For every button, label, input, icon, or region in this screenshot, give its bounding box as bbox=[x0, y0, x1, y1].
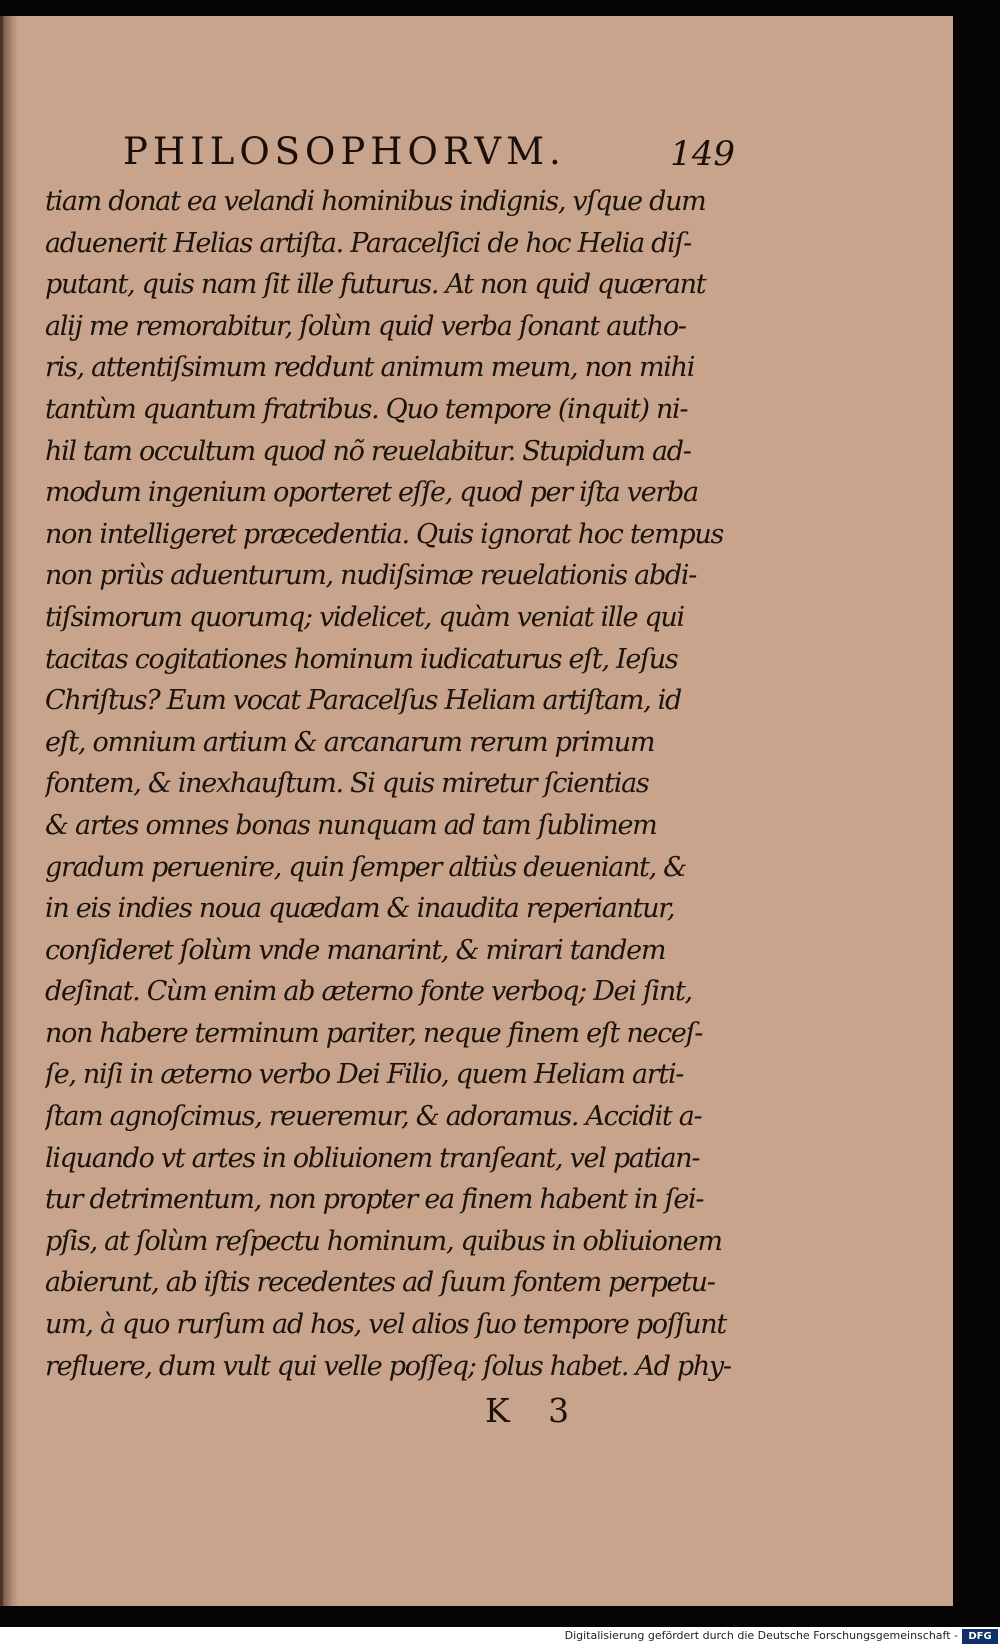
page-header bbox=[113, 116, 735, 176]
text-line: non priùs aduenturum, nudiſsimæ reuelationis abdi- bbox=[45, 560, 697, 592]
page-number: 149 bbox=[670, 134, 735, 174]
running-head: PHILOSOPHORVM. bbox=[123, 130, 566, 173]
book-page bbox=[0, 16, 953, 1606]
text-line: eſt, omnium artium & arcanarum rerum primum bbox=[45, 726, 655, 758]
text-line: Chriſtus? Eum vocat Paracelſus Heliam artiſtam, id bbox=[45, 685, 681, 717]
text-line: deſinat. Cùm enim ab æterno fonte verboq; Dei ſint, bbox=[45, 976, 692, 1008]
text-line: alij me remorabitur, ſolùm quid verba ſonant autho- bbox=[45, 310, 686, 342]
text-line: & artes omnes bonas nunquam ad tam ſublimem bbox=[45, 809, 657, 841]
text-line: pſis, at ſolùm reſpectu hominum, quibus in obliuionem bbox=[45, 1225, 722, 1257]
text-line: ris, attentiſsimum reddunt animum meum, non mihi bbox=[45, 352, 695, 384]
funding-credit: Digitalisierung gefördert durch die Deutsche Forschungsgemeinschaft - bbox=[564, 1629, 958, 1642]
digitization-footer bbox=[0, 1627, 1000, 1647]
text-line: non intelligeret præcedentia. Quis ignorat hoc tempus bbox=[45, 518, 724, 550]
dfg-logo-icon: DFG bbox=[962, 1629, 998, 1644]
text-line: fontem, & inexhauſtum. Si quis miretur ſcientias bbox=[45, 768, 649, 800]
text-line: hil tam occultum quod nõ reuelabitur. Stupidum ad- bbox=[45, 435, 691, 467]
text-line: ſtam agnoſcimus, reueremur, & adoramus. Accidit a- bbox=[45, 1101, 702, 1133]
text-line: non habere terminum pariter, neque finem eſt neceſ- bbox=[45, 1017, 703, 1049]
text-line: tiam donat ea velandi hominibus indignis, vſque dum bbox=[45, 186, 706, 217]
text-line: putant, quis nam ſit ille futurus. At non quid quærant bbox=[45, 269, 706, 301]
text-line: tantùm quantum fratribus. Quo tempore (inquit) ni- bbox=[45, 393, 688, 425]
text-line: tacitas cogitationes hominum iudicaturus eſt, Ieſus bbox=[45, 643, 678, 675]
text-line: refluere, dum vult qui velle poſſeq; ſolus habet. Ad phy- bbox=[45, 1350, 731, 1382]
text-line: um, à quo rurſum ad hos, vel alios ſuo tempore poſſunt bbox=[45, 1309, 726, 1341]
text-line: conſideret ſolùm vnde manarint, & mirari tandem bbox=[45, 934, 666, 966]
text-line: aduenerit Helias artiſta. Paracelſici de hoc Helia diſ- bbox=[45, 227, 691, 259]
text-line: tiſsimorum quorumq; videlicet, quàm veniat ille qui bbox=[45, 601, 684, 633]
text-line: in eis indies noua quædam & inaudita reperiantur, bbox=[45, 893, 675, 925]
text-line: modum ingenium oporteret eſſe, quod per iſta verba bbox=[45, 477, 698, 509]
text-line: abierunt, ab iſtis recedentes ad ſuum fontem perpetu- bbox=[45, 1267, 715, 1299]
signature-mark: K 3 bbox=[485, 1391, 584, 1430]
text-line: tur detrimentum, non propter ea finem habent in ſei- bbox=[45, 1184, 704, 1216]
page-spine-shadow bbox=[3, 16, 19, 1606]
text-line: gradum peruenire, quin ſemper altiùs deueniant, & bbox=[45, 851, 686, 883]
text-line: liquando vt artes in obliuionem tranſeant, vel patian- bbox=[45, 1142, 700, 1174]
body-text bbox=[45, 181, 735, 1387]
text-line: ſe, niſi in æterno verbo Dei Filio, quem Heliam arti- bbox=[45, 1059, 684, 1091]
